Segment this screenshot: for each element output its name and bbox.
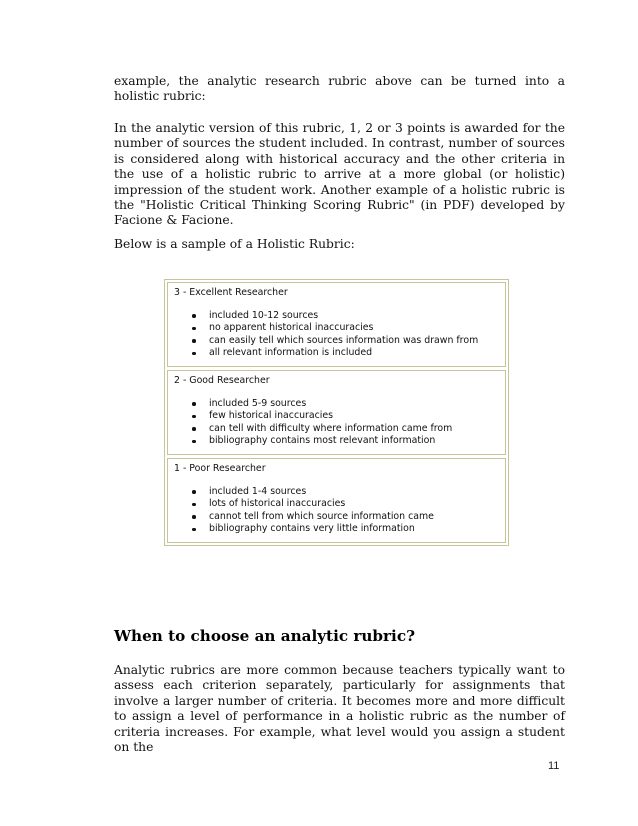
- list-item: included 10-12 sources: [209, 310, 497, 323]
- list-item: can tell with difficulty where information came from: [209, 423, 497, 436]
- holistic-rubric-table: [164, 279, 509, 546]
- rubric-level-title: 3 - Excellent Researcher: [174, 287, 288, 298]
- list-item: lots of historical inaccuracies: [209, 498, 497, 511]
- rubric-criteria-list: [174, 486, 497, 536]
- list-item: can easily tell which sources information was drawn from: [209, 335, 497, 348]
- list-item: no apparent historical inaccuracies: [209, 322, 497, 335]
- rubric-level-3: [167, 282, 506, 367]
- rubric-level-title: 1 - Poor Researcher: [174, 462, 266, 474]
- rubric-criteria-list: [174, 310, 497, 360]
- analytic-rubric-paragraph: Analytic rubrics are more common because teachers typically want to assess each criterion separately, particularly for assignments that involve a larger number of criteria. It becomes more and more difficult to assign a level of performance in a holistic rubric as the number of criteria increases. For example, what level would you assign a student on the: [114, 663, 565, 755]
- rubric-criteria-list: [174, 398, 497, 448]
- rubric-level-title: 2 - Good Researcher: [174, 374, 270, 386]
- list-item: bibliography contains most relevant information: [209, 435, 497, 448]
- list-item: few historical inaccuracies: [209, 410, 497, 423]
- rubric-level-2: [167, 370, 506, 455]
- rubric-level-1: [167, 458, 506, 543]
- intro-paragraph: example, the analytic research rubric above can be turned into a holistic rubric:: [114, 74, 565, 104]
- section-heading: When to choose an analytic rubric?: [114, 627, 415, 645]
- list-item: included 5-9 sources: [209, 398, 497, 411]
- contrast-paragraph: In the analytic version of this rubric, 1, 2 or 3 points is awarded for the number of sources the student included. In contrast, number of sources is considered along with historical accuracy and the other criteria in the use of a holistic rubric to arrive at a more global (or holistic) impression of the student work. Another example of a holistic rubric is the "Holistic Critical Thinking Scoring Rubric" (in PDF) developed by Facione & Facione.: [114, 121, 565, 228]
- list-item: cannot tell from which source information came: [209, 511, 497, 524]
- page-number: 11: [548, 760, 560, 772]
- list-item: bibliography contains very little information: [209, 523, 497, 536]
- list-item: all relevant information is included: [209, 347, 497, 360]
- list-item: included 1-4 sources: [209, 486, 497, 499]
- sample-intro-paragraph: Below is a sample of a Holistic Rubric:: [114, 237, 355, 251]
